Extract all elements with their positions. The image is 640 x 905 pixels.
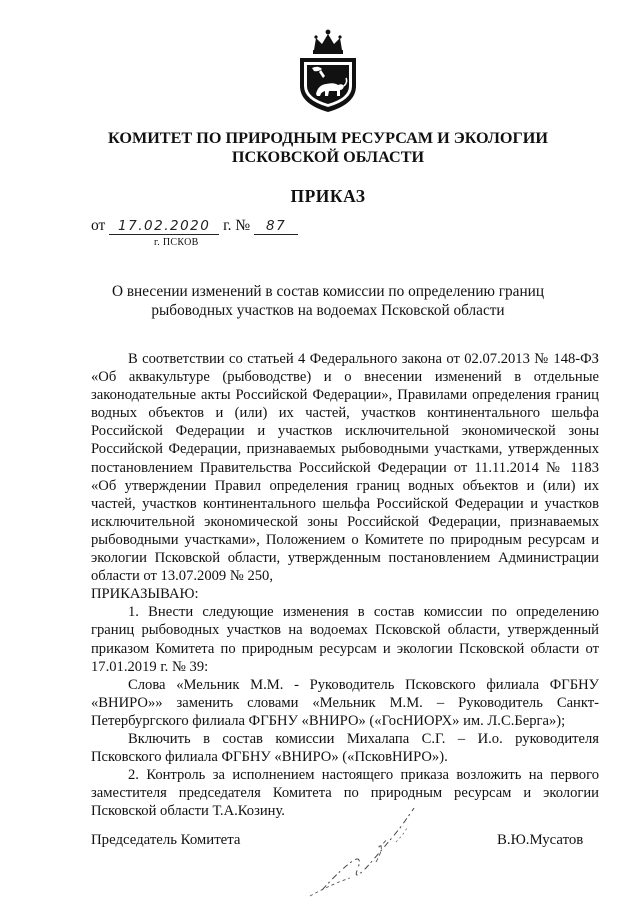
item-1-paragraph: 1. Внести следующие изменения в состав комиссии по определению границ рыбоводных участков на водоемах Псковской области, утвержденный приказом Комитета по природным ресурсам и экологии Псковской области от 17.01.2019 г. № 39: [91, 604, 599, 675]
date-prefix: от [91, 217, 106, 234]
preamble-paragraph: В соответствии со статьей 4 Федерального закона от 02.07.2013 № 148-ФЗ «Об аквакультуре (рыбоводстве) и о внесении изменений в отдельные законодательные акты Российской Федерации», Правилами определения границ водных объектов и (или) их частей, участков континентального шельфа Российской Федерации и участков исключительной экономической зоны Российской Федерации, признаваемых рыбоводными участками, утвержденных постановлением Правительства Российской Федерации от 11.11.2014 № 1183 «Об утверждении Правил определения границ водных объектов и (или) их частей, участков континентального шельфа Российской Федерации и участков исключительной экономической зоны Российской Федерации, признаваемых рыбоводными участками», Положением о Комитете по природным ресурсам и экологии Псковской области, утвержденным постановлением Администрации области от 13.07.2009 № 250, [91, 351, 599, 585]
pskov-coat-of-arms-icon [294, 28, 362, 114]
document-subject [90, 282, 566, 320]
order-number: 87 [254, 219, 298, 235]
order-word: ПРИКАЗЫВАЮ: [91, 586, 199, 603]
number-prefix: г. № [223, 217, 251, 234]
org-line-1: КОМИТЕТ ПО ПРИРОДНЫМ РЕСУРСАМ И ЭКОЛОГИИ [108, 129, 548, 147]
signatory-position: Председатель Комитета [91, 832, 241, 848]
city-label: г. ПСКОВ [154, 237, 199, 248]
subject-line-1: О внесении изменений в состав комиссии по определению границ [111, 283, 545, 300]
subject-line-2: рыбоводных участков на водоемах Псковской области [151, 302, 505, 319]
organization-name [60, 129, 596, 167]
item-1-inclusion-paragraph: Включить в состав комиссии Михалапа С.Г. – И.о. руководителя Псковского филиала ФГБНУ «ВНИРО» («ПсковНИРО»). [91, 730, 599, 766]
signatory-name: В.Ю.Мусатов [497, 832, 584, 848]
document-body [91, 350, 599, 820]
date-value: 17.02.2020 [109, 219, 219, 235]
item-2-paragraph: 2. Контроль за исполнением настоящего приказа возложить на первого заместителя председателя Комитета по природным ресурсам и экологии Псковской области Т.А.Козину. [91, 767, 599, 820]
item-1-replacement-paragraph: Слова «Мельник М.М. - Руководитель Псковского филиала ФГБНУ «ВНИРО»» заменить словами «Мельник М.М. – Руководитель Санкт-Петербургского филиала ФГБНУ «ВНИРО» («ГосНИОРХ» им. Л.С.Берга»); [91, 676, 599, 729]
handwritten-signature-icon [292, 798, 432, 898]
date-number-line [91, 217, 298, 235]
document-type-title: ПРИКАЗ [290, 186, 366, 206]
org-line-2: ПСКОВСКОЙ ОБЛАСТИ [231, 148, 425, 166]
